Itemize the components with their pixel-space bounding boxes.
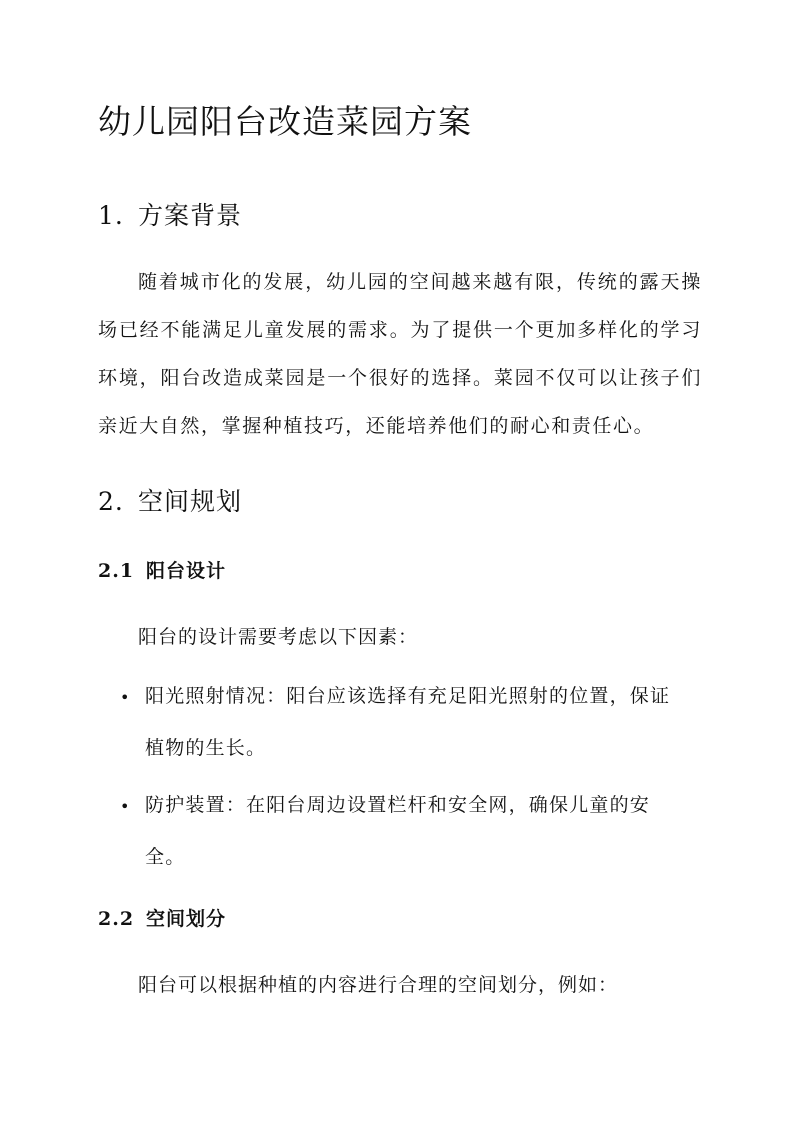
subsection-title: 阳台设计 (146, 560, 227, 582)
bullet-icon: • (120, 797, 130, 816)
subsection-heading-space-division (98, 904, 226, 931)
bullet-item: 阳光照射情况：阳台应该选择有充足阳光照射的位置，保证植物的生长。 (145, 685, 671, 759)
section-title: 空间规划 (138, 487, 243, 516)
bullet-item: 防护装置：在阳台周边设置栏杆和安全网，确保儿童的安全。 (145, 794, 651, 868)
section-heading-space-planning (98, 482, 242, 518)
subsection-number: 2.1 (98, 560, 135, 582)
bullet-icon: • (120, 688, 130, 707)
section-heading-background (98, 196, 242, 232)
section-number: 1. (98, 201, 124, 230)
subsection-heading-balcony-design (98, 556, 226, 583)
section-title: 方案背景 (138, 201, 243, 230)
background-paragraph: 随着城市化的发展，幼儿园的空间越来越有限，传统的露天操场已经不能满足儿童发展的需求。为了提供一个更加多样化的学习环境，阳台改造成菜园是一个很好的选择。菜园不仅可以让孩子们亲近大自然，掌握种植技巧，还能培养他们的耐心和责任心。 (98, 271, 702, 437)
balcony-design-intro: 阳台的设计需要考虑以下因素： (138, 626, 419, 648)
space-division-intro: 阳台可以根据种植的内容进行合理的空间划分，例如： (138, 974, 619, 996)
subsection-title: 空间划分 (146, 908, 227, 930)
document-title: 幼儿园阳台改造菜园方案 (98, 102, 472, 141)
section-number: 2. (98, 487, 124, 516)
subsection-number: 2.2 (98, 908, 135, 930)
